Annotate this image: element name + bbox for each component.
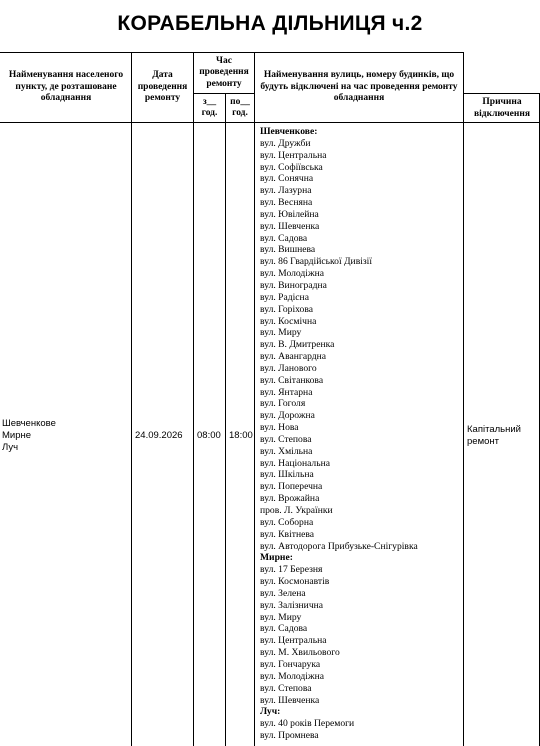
street-item: вул. 40 років Перемоги (260, 718, 355, 730)
outage-reason (467, 424, 539, 448)
time-subheader-line (193, 93, 254, 94)
street-item: пров. Л. Українки (260, 505, 333, 516)
street-list (260, 126, 464, 742)
reason-header-top (463, 93, 540, 94)
col-divider-2 (193, 52, 194, 746)
settlement-list (2, 418, 130, 454)
street-item: вул. Національна (260, 457, 330, 469)
street-item: вул. Янтарна (260, 386, 313, 398)
street-item: вул. Поперечна (260, 481, 323, 493)
street-item: вул. Дорожна (260, 410, 315, 422)
street-item: вул. Авангардна (260, 351, 327, 363)
street-item: вул. Вишнева (260, 244, 316, 256)
street-item: вул. Центральна (260, 149, 327, 161)
street-item: вул. Лазурна (260, 185, 312, 197)
street-item: вул. Врожайна (260, 493, 320, 505)
street-item: вул. Гончарука (260, 658, 321, 670)
header-streets: Найменування вулиць, номеру будинків, що будуть відключені на час проведення ремонту обладнання (260, 70, 458, 104)
street-item: вул. Центральна (260, 635, 327, 647)
settlement-name: Луч (2, 442, 19, 453)
street-item: вул. Молодіжна (260, 268, 324, 280)
street-item: вул. Соборна (260, 516, 314, 528)
street-item: вул. Ланового (260, 362, 317, 374)
header-time-to: по__ год. (230, 96, 250, 118)
settlement-name: Мирне (2, 430, 32, 441)
street-item: вул. Шевченка (260, 220, 320, 232)
reason-line: Капітальний (467, 424, 521, 435)
street-item: вул. Степова (260, 682, 312, 694)
street-item: вул. М. Хвильового (260, 647, 340, 659)
street-item: вул. Шкільна (260, 469, 314, 481)
street-item: вул. Зелена (260, 587, 306, 599)
reason-line: ремонт (467, 436, 499, 447)
street-item: вул. Квітнева (260, 528, 315, 540)
street-item: вул. 86 Гвардійської Дивізії (260, 256, 373, 268)
time-to-value: 18:00 (229, 430, 253, 441)
street-item: вул. Садова (260, 232, 308, 244)
settlement-group-heading: Луч: (260, 706, 281, 718)
col-divider-1 (131, 52, 132, 746)
header-reason: Причина відключення (474, 97, 530, 119)
street-item: вул. Виноградна (260, 279, 327, 291)
street-item: вул. Космонавтів (260, 576, 330, 588)
street-item: вул. Миру (260, 327, 302, 339)
header-settlement: Найменування населеного пункту, де розташоване обладнання (8, 70, 124, 104)
street-item: вул. Дружби (260, 137, 311, 149)
street-item: вул. Світанкова (260, 374, 324, 386)
col-divider-4 (254, 52, 255, 746)
street-item: вул. Горіхова (260, 303, 314, 315)
street-item: вул. Степова (260, 433, 312, 445)
settlement-group-heading: Мирне: (260, 552, 293, 564)
street-item: вул. Нова (260, 422, 299, 434)
street-item: вул. Сонячна (260, 173, 314, 185)
street-item: вул. Ювілейна (260, 208, 319, 220)
street-item: вул. Автодорога Прибузьке-Снігурівка (260, 540, 418, 552)
settlement-group-heading: Шевченкове: (260, 126, 318, 137)
street-item: вул. Залізнична (260, 599, 324, 611)
street-item: вул. Шевченка (260, 694, 320, 706)
header-date: Дата проведення ремонту (137, 70, 188, 104)
header-time: Час проведення ремонту (199, 55, 249, 89)
street-item: вул. Садова (260, 623, 308, 635)
header-time-from: з__ год. (201, 96, 218, 118)
street-item: вул. Гоголя (260, 398, 306, 410)
repair-date: 24.09.2026 (135, 430, 183, 441)
street-item: вул. Софіївська (260, 161, 323, 173)
time-from-value: 08:00 (197, 430, 221, 441)
street-item: вул. Весняна (260, 197, 313, 209)
settlement-name: Шевченкове (2, 418, 56, 429)
street-item: вул. Миру (260, 611, 302, 623)
page-title: КОРАБЕЛЬНА ДІЛЬНИЦЯ ч.2 (117, 12, 423, 35)
street-item: вул. Хмільна (260, 445, 313, 457)
street-item: вул. 17 Березня (260, 564, 323, 576)
street-item: вул. В. Дмитренка (260, 339, 335, 351)
col-divider-3 (225, 93, 226, 746)
street-item: вул. Космічна (260, 315, 317, 327)
header-bottom-line (0, 122, 540, 123)
street-item: вул. Радісна (260, 291, 309, 303)
street-item: вул. Молодіжна (260, 670, 324, 682)
street-item: вул. Промнева (260, 730, 319, 742)
